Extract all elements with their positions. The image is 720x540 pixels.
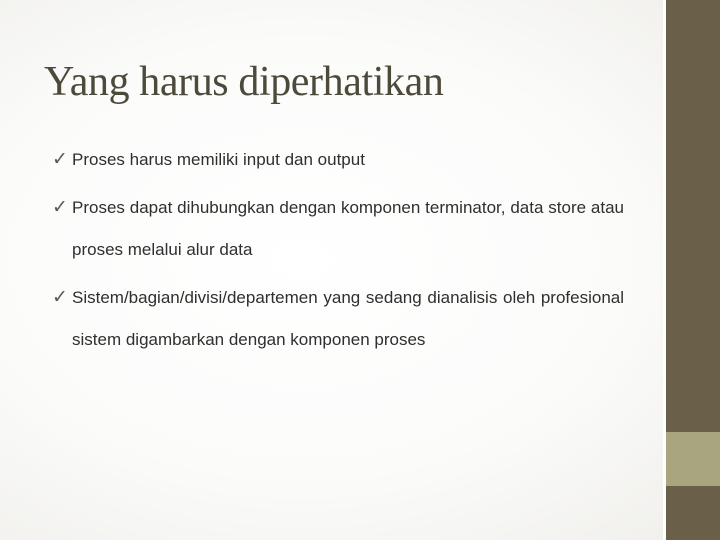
- sidebar-decoration: [666, 0, 720, 432]
- sidebar-accent-block: [666, 432, 720, 486]
- bullet-list: [52, 139, 624, 367]
- bullet-item: [52, 277, 624, 361]
- checkmark-icon: ✓: [52, 148, 68, 170]
- bullet-item: [52, 139, 624, 181]
- slide-title: Yang harus diperhatikan: [44, 59, 444, 105]
- bullet-text: Sistem/bagian/divisi/departemen yang sedang dianalisis oleh profesional sistem digambarkan dengan komponen proses: [72, 288, 624, 349]
- sidebar-bottom-block: [666, 486, 720, 540]
- bullet-item: [52, 187, 624, 271]
- bullet-text: Proses harus memiliki input dan output: [72, 150, 365, 169]
- bullet-text: Proses dapat dihubungkan dengan komponen terminator, data store atau proses melalui alur data: [72, 198, 624, 259]
- checkmark-icon: ✓: [52, 196, 68, 218]
- checkmark-icon: ✓: [52, 286, 68, 308]
- sidebar-divider: [663, 0, 666, 540]
